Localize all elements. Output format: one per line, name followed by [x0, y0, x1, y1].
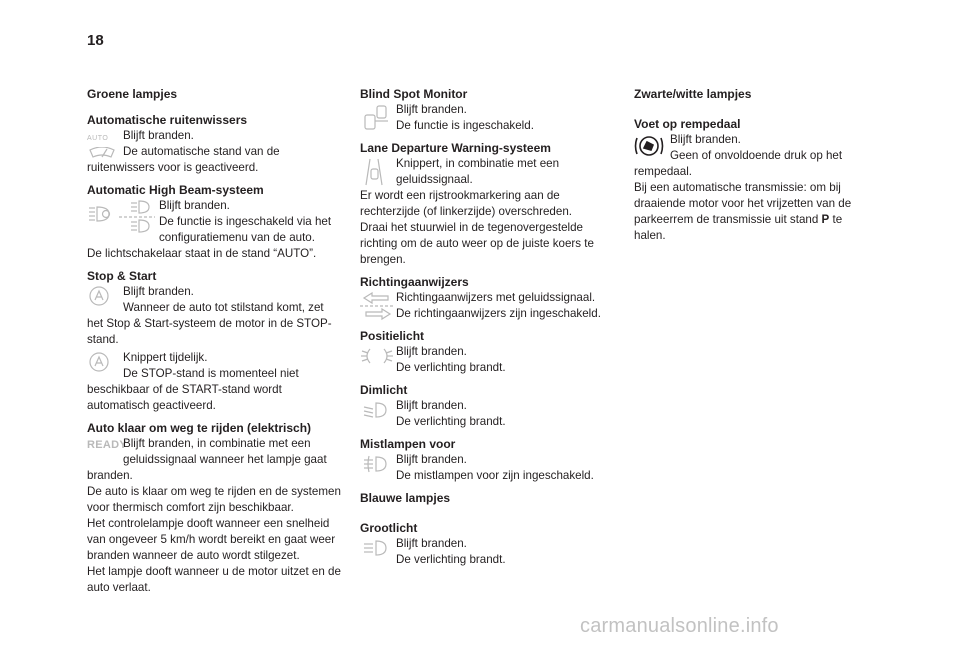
lane-departure-title: Lane Departure Warning-systeem	[360, 141, 551, 155]
stop-start-line3: Knippert tijdelijk.	[123, 351, 208, 364]
entry-brake-pedal	[634, 116, 874, 244]
fog-line1: Blijft branden.	[396, 453, 467, 466]
foot-on-brake-icon	[634, 133, 668, 155]
lane-departure-line3: Draai het stuurwiel in de tegenovergestelde richting om de auto weer op de juiste koers te brengen.	[360, 221, 594, 266]
ready-line2: De auto is klaar om weg te rijden en de systemen voor thermisch comfort zijn beschikbaar.	[87, 485, 341, 514]
position-title: Positielicht	[360, 329, 425, 343]
section-title-black-white: Zwarte/witte lampjes	[634, 87, 752, 101]
ready-icon-text: READY	[87, 439, 128, 451]
blind-spot-line2: De functie is ingeschakeld.	[396, 119, 534, 132]
lane-departure-icon	[360, 157, 394, 179]
blind-spot-line1: Blijft branden.	[396, 103, 467, 116]
entry-high-beam	[87, 182, 342, 262]
auto-wipers-line1: Blijft branden.	[123, 129, 194, 142]
dipped-beam-icon	[360, 399, 394, 421]
front-fog-light-icon	[360, 453, 394, 475]
fog-line2: De mistlampen voor zijn ingeschakeld.	[396, 469, 594, 482]
indicators-line1: Richtingaanwijzers met geluidssignaal.	[396, 291, 596, 304]
column-green-lamps	[87, 86, 342, 602]
stop-start-flashing-icon	[87, 351, 121, 373]
stop-start-icon	[87, 285, 121, 307]
entry-ready	[87, 420, 342, 596]
page-number: 18	[87, 32, 104, 49]
auto-wiper-icon	[87, 129, 121, 151]
high-beam-line2: De functie is ingeschakeld via het configuratiemenu van de auto.	[159, 215, 332, 244]
brake-pedal-line3: Bij een automatische transmissie: om bij draaiende motor voor het vrijzetten van de parkeerrem de transmissie uit stand P te halen.	[634, 181, 852, 242]
ready-line3: Het controlelampje dooft wanneer een snelheid van ongeveer 5 km/h wordt bereikt en gaat weer branden wanneer de auto wordt stilgezet.	[87, 517, 336, 562]
main-beam-line2: De verlichting brandt.	[396, 553, 506, 566]
ready-line4: Het lampje dooft wanneer u de motor uitzet en de auto verlaat.	[87, 565, 341, 594]
stop-start-line2: Wanneer de auto tot stilstand komt, zet het Stop & Start-systeem de motor in de STOP-stand.	[87, 301, 332, 346]
high-beam-line3: De lichtschakelaar staat in de stand “AUTO”.	[87, 247, 317, 260]
column-black-white-lamps	[634, 86, 874, 250]
stop-start-line4: De STOP-stand is momenteel niet beschikbaar of de START-stand wordt automatisch geactiveerd.	[87, 367, 299, 412]
entry-fog	[360, 436, 615, 484]
ready-line1: Blijft branden, in combinatie met een geluidssignaal wanneer het lampje gaat branden.	[87, 437, 327, 482]
ready-icon	[87, 437, 128, 459]
automatic-high-beam-icon	[87, 199, 157, 233]
blind-spot-icon	[360, 103, 394, 125]
fog-title: Mistlampen voor	[360, 437, 456, 451]
lane-departure-line2: Er wordt een rijstrookmarkering aan de rechterzijde (of linkerzijde) overschreden.	[360, 189, 572, 218]
entry-lane-departure	[360, 140, 615, 268]
indicators-title: Richtingaanwijzers	[360, 275, 469, 289]
watermark-footer: carmanualsonline.info	[580, 615, 779, 637]
section-title-blue: Blauwe lampjes	[360, 491, 451, 505]
brake-pedal-line1: Blijft branden.	[670, 133, 741, 146]
entry-dipped	[360, 382, 615, 430]
position-light-icon	[360, 345, 394, 367]
position-line2: De verlichting brandt.	[396, 361, 506, 374]
high-beam-line1: Blijft branden.	[159, 199, 230, 212]
entry-main-beam	[360, 520, 615, 568]
main-beam-icon	[360, 537, 394, 559]
ready-title: Auto klaar om weg te rijden (elektrisch)	[87, 421, 312, 435]
auto-wipers-line2: De automatische stand van de ruitenwissers voor is geactiveerd.	[87, 145, 280, 174]
high-beam-title: Automatic High Beam-systeem	[87, 183, 264, 197]
dipped-title: Dimlicht	[360, 383, 408, 397]
entry-indicators	[360, 274, 615, 322]
brake-pedal-title: Voet op rempedaal	[634, 117, 741, 131]
dipped-line2: De verlichting brandt.	[396, 415, 506, 428]
auto-wipers-title: Automatische ruitenwissers	[87, 113, 248, 127]
entry-auto-wipers	[87, 112, 342, 176]
section-title-green: Groene lampjes	[87, 87, 178, 101]
position-line1: Blijft branden.	[396, 345, 467, 358]
entry-position	[360, 328, 615, 376]
lane-departure-line1: Knippert, in combinatie met een geluidssignaal.	[396, 157, 560, 186]
entry-stop-start	[87, 268, 342, 414]
column-middle	[360, 86, 615, 574]
main-beam-line1: Blijft branden.	[396, 537, 467, 550]
turn-indicator-icon	[360, 291, 394, 313]
auto-wiper-icon-text: AUTO	[87, 135, 109, 142]
main-beam-title: Grootlicht	[360, 521, 418, 535]
blind-spot-title: Blind Spot Monitor	[360, 87, 468, 101]
indicators-line2: De richtingaanwijzers zijn ingeschakeld.	[396, 307, 601, 320]
stop-start-title: Stop & Start	[87, 269, 157, 283]
dipped-line1: Blijft branden.	[396, 399, 467, 412]
entry-blind-spot	[360, 86, 615, 134]
brake-pedal-line2: Geen of onvoldoende druk op het rempedaal.	[634, 149, 843, 178]
stop-start-line1: Blijft branden.	[123, 285, 194, 298]
